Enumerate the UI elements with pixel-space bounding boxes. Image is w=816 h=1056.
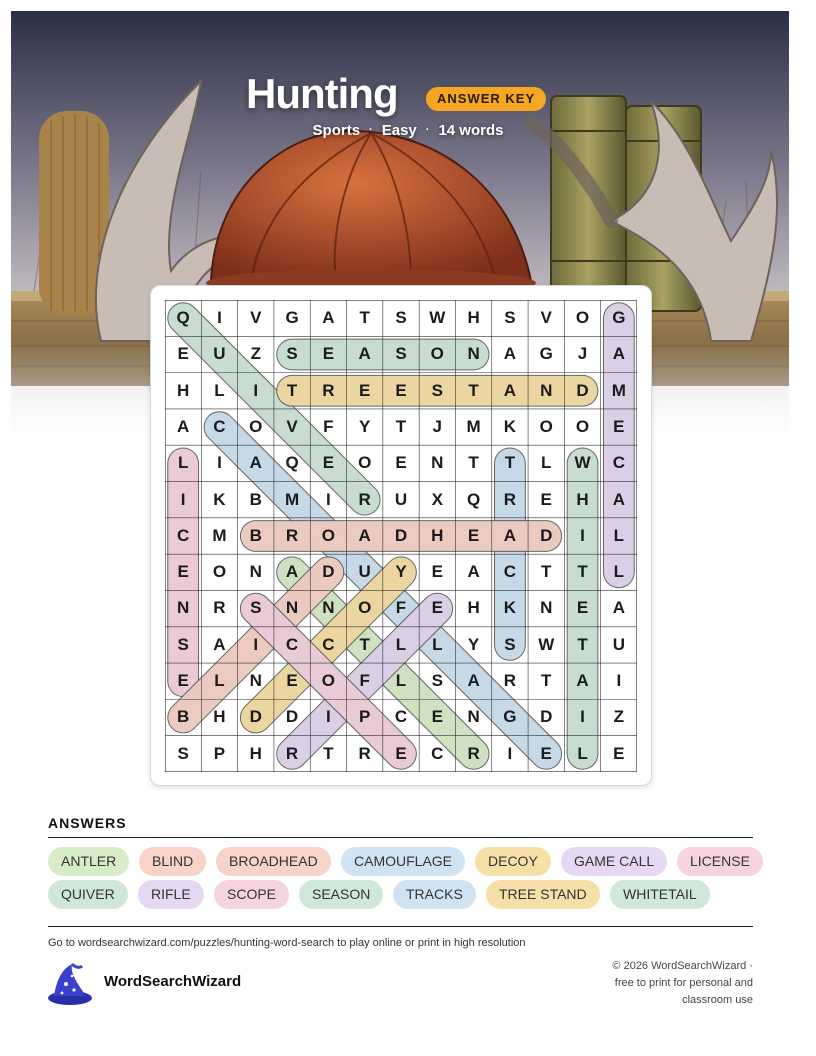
- grid-letter[interactable]: A: [358, 344, 371, 364]
- grid-letter[interactable]: R: [213, 598, 226, 618]
- grid-letter[interactable]: E: [576, 598, 589, 618]
- grid-letter[interactable]: D: [249, 707, 262, 727]
- answer-chip: WHITETAIL: [610, 880, 710, 909]
- grid-letter[interactable]: S: [395, 308, 407, 327]
- grid-letter[interactable]: E: [286, 671, 298, 691]
- grid-letter[interactable]: H: [213, 707, 226, 727]
- grid-letter[interactable]: A: [467, 671, 480, 691]
- grid-letter[interactable]: A: [285, 562, 299, 582]
- grid-letter[interactable]: I: [217, 308, 222, 327]
- grid-letter[interactable]: H: [467, 598, 480, 618]
- grid-letter[interactable]: S: [177, 634, 189, 654]
- answer-chip: CAMOUFLAGE: [341, 847, 465, 876]
- grid-letter[interactable]: A: [358, 525, 371, 545]
- grid-letter[interactable]: R: [503, 489, 517, 509]
- grid-letter[interactable]: J: [577, 344, 588, 364]
- grid-letter[interactable]: E: [322, 453, 335, 473]
- answer-chip: RIFLE: [138, 880, 204, 909]
- grid-letter[interactable]: L: [214, 671, 225, 691]
- grid-letter[interactable]: P: [213, 743, 226, 763]
- grid-letter[interactable]: N: [177, 598, 190, 618]
- grid-letter[interactable]: Z: [613, 707, 625, 727]
- grid-letter[interactable]: E: [395, 743, 407, 763]
- grid-letter[interactable]: O: [430, 344, 444, 364]
- grid-letter[interactable]: U: [213, 344, 226, 364]
- grid-letter[interactable]: V: [250, 308, 262, 327]
- grid-letter[interactable]: C: [394, 707, 408, 727]
- grid-letter[interactable]: I: [507, 743, 513, 763]
- grid-letter[interactable]: S: [431, 671, 443, 691]
- grid-letter[interactable]: E: [177, 671, 189, 691]
- grid-letter[interactable]: M: [611, 380, 626, 400]
- grid-letter[interactable]: A: [249, 453, 262, 473]
- grid-letter[interactable]: T: [577, 634, 588, 654]
- answer-chip: LICENSE: [677, 847, 763, 876]
- grid-letter[interactable]: H: [467, 308, 480, 327]
- grid-letter[interactable]: C: [285, 634, 299, 654]
- puzzle-title: Hunting: [246, 70, 398, 117]
- grid-letter[interactable]: A: [467, 562, 480, 582]
- answer-chip: TREE STAND: [486, 880, 600, 909]
- grid-letter[interactable]: S: [250, 598, 262, 618]
- grid-letter[interactable]: C: [177, 525, 190, 545]
- grid-letter[interactable]: L: [214, 380, 225, 400]
- grid-letter[interactable]: R: [358, 743, 371, 763]
- grid-letter[interactable]: L: [432, 634, 443, 654]
- title-row: [0, 70, 816, 120]
- grid-letter[interactable]: N: [467, 344, 480, 364]
- grid-letter[interactable]: I: [326, 707, 331, 727]
- grid-letter[interactable]: L: [395, 634, 407, 654]
- copyright-line: classroom use: [682, 994, 753, 1006]
- grid-letter[interactable]: D: [576, 380, 589, 400]
- grid-letter[interactable]: U: [358, 562, 371, 582]
- grid-letter[interactable]: T: [504, 453, 516, 473]
- grid-letter[interactable]: G: [612, 308, 626, 327]
- grid-letter[interactable]: I: [217, 453, 222, 473]
- grid-letter[interactable]: R: [322, 380, 335, 400]
- grid-letter[interactable]: J: [432, 416, 443, 436]
- meta-separator: ·: [369, 124, 373, 136]
- grid-letter[interactable]: E: [540, 743, 552, 763]
- grid-letter[interactable]: U: [612, 634, 625, 654]
- grid-letter[interactable]: O: [358, 598, 372, 618]
- grid-letter[interactable]: E: [431, 562, 443, 582]
- grid-letter[interactable]: S: [504, 634, 516, 654]
- grid-letter[interactable]: O: [212, 562, 227, 582]
- grid-letter[interactable]: E: [177, 562, 189, 582]
- difficulty-label: Easy: [381, 122, 417, 139]
- grid-letter[interactable]: D: [394, 525, 408, 545]
- grid-letter[interactable]: E: [395, 380, 407, 400]
- grid-letter[interactable]: H: [177, 380, 190, 400]
- grid-letter[interactable]: T: [577, 562, 588, 582]
- grid-letter[interactable]: A: [177, 416, 190, 436]
- grid-letter[interactable]: L: [177, 453, 189, 473]
- grid-letter[interactable]: C: [322, 634, 335, 654]
- grid-letter[interactable]: L: [577, 743, 588, 763]
- grid-letter[interactable]: T: [359, 634, 370, 654]
- grid-letter[interactable]: A: [503, 344, 517, 364]
- answer-chip: BLIND: [139, 847, 206, 876]
- answer-chip: QUIVER: [48, 880, 128, 909]
- grid-letter[interactable]: S: [395, 344, 407, 364]
- grid-letter[interactable]: N: [467, 707, 480, 727]
- answer-chip: GAME CALL: [561, 847, 667, 876]
- grid-letter[interactable]: O: [249, 416, 263, 436]
- divider: [48, 926, 753, 927]
- puzzle-meta: [0, 122, 816, 139]
- answer-chip: DECOY: [475, 847, 551, 876]
- grid-letter[interactable]: L: [541, 453, 552, 473]
- grid-letter[interactable]: O: [321, 671, 335, 691]
- grid-letter[interactable]: I: [580, 707, 585, 727]
- grid-letter[interactable]: T: [286, 380, 298, 400]
- grid-letter[interactable]: I: [326, 489, 331, 509]
- grid-letter[interactable]: B: [249, 489, 262, 509]
- grid-letter[interactable]: A: [612, 489, 625, 509]
- grid-letter[interactable]: Z: [250, 344, 261, 364]
- grid-letter[interactable]: E: [613, 743, 625, 763]
- grid-letter[interactable]: M: [466, 416, 481, 436]
- grid-letter[interactable]: W: [538, 634, 555, 654]
- grid-letter[interactable]: Q: [176, 308, 190, 327]
- grid-letter[interactable]: M: [212, 525, 227, 545]
- grid-letter[interactable]: Y: [395, 562, 407, 582]
- grid-letter[interactable]: S: [286, 344, 298, 364]
- grid-letter[interactable]: V: [286, 416, 298, 436]
- grid-letter[interactable]: Q: [466, 489, 481, 509]
- grid-letter[interactable]: N: [431, 453, 444, 473]
- grid-letter[interactable]: T: [541, 671, 552, 691]
- answer-chip: SCOPE: [214, 880, 289, 909]
- grid-letter[interactable]: F: [359, 671, 370, 691]
- grid-letter[interactable]: K: [213, 489, 226, 509]
- footer-link-text[interactable]: Go to wordsearchwizard.com/puzzles/hunting-word-search to play online or print in high resolution: [48, 937, 526, 949]
- grid-letter[interactable]: G: [539, 344, 553, 364]
- grid-letter[interactable]: I: [580, 525, 585, 545]
- grid-letter[interactable]: E: [431, 598, 443, 618]
- grid-letter[interactable]: B: [249, 525, 262, 545]
- grid-letter[interactable]: F: [323, 416, 334, 436]
- grid-letter[interactable]: L: [395, 671, 407, 691]
- grid-letter[interactable]: K: [503, 416, 517, 436]
- grid-letter[interactable]: W: [574, 453, 591, 473]
- grid-letter[interactable]: V: [540, 308, 552, 327]
- grid-letter[interactable]: B: [177, 707, 190, 727]
- word-count-label: 14 words: [438, 122, 504, 139]
- grid-letter[interactable]: N: [249, 562, 262, 582]
- grid-letter[interactable]: T: [468, 453, 479, 473]
- category-label: Sports: [312, 122, 361, 139]
- meta-separator: ·: [425, 124, 430, 136]
- grid-letter[interactable]: C: [503, 562, 517, 582]
- grid-letter[interactable]: Y: [467, 634, 480, 654]
- grid-letter[interactable]: A: [612, 344, 625, 364]
- copyright-line: free to print for personal and: [614, 977, 753, 989]
- grid-letter[interactable]: I: [180, 489, 186, 509]
- grid-letter[interactable]: T: [323, 743, 334, 763]
- grid-letter[interactable]: D: [285, 707, 299, 727]
- grid-letter[interactable]: O: [321, 525, 335, 545]
- grid-letter[interactable]: W: [429, 308, 446, 327]
- answer-chip: ANTLER: [48, 847, 129, 876]
- grid-letter[interactable]: A: [576, 671, 589, 691]
- grid-letter[interactable]: L: [613, 525, 625, 545]
- grid-letter[interactable]: M: [284, 489, 300, 509]
- grid-letter[interactable]: H: [431, 525, 444, 545]
- grid-letter[interactable]: D: [540, 525, 553, 545]
- grid-letter[interactable]: E: [395, 453, 407, 473]
- grid-letter[interactable]: O: [358, 453, 372, 473]
- grid-letter[interactable]: S: [431, 380, 443, 400]
- grid-letter[interactable]: K: [503, 598, 517, 618]
- answers-heading: ANSWERS: [48, 815, 127, 831]
- grid-letter[interactable]: C: [213, 416, 226, 436]
- grid-letter[interactable]: Y: [359, 416, 371, 436]
- grid-letter[interactable]: R: [358, 489, 371, 509]
- grid-letter[interactable]: R: [503, 671, 517, 691]
- grid-letter[interactable]: N: [540, 598, 553, 618]
- grid-letter[interactable]: T: [359, 308, 370, 327]
- copyright-line: © 2026 WordSearchWizard ·: [612, 960, 753, 972]
- grid-letter[interactable]: N: [285, 598, 299, 618]
- grid-letter[interactable]: T: [541, 562, 552, 582]
- grid-letter[interactable]: H: [576, 489, 589, 509]
- grid-letter[interactable]: P: [359, 707, 371, 727]
- grid-letter[interactable]: I: [253, 380, 259, 400]
- grid-letter[interactable]: N: [540, 380, 553, 400]
- grid-letter[interactable]: S: [177, 743, 189, 763]
- grid-letter[interactable]: R: [285, 743, 299, 763]
- answer-chip: BROADHEAD: [216, 847, 331, 876]
- grid-letter[interactable]: R: [285, 525, 299, 545]
- grid-letter[interactable]: O: [575, 308, 590, 327]
- grid-letter[interactable]: O: [539, 416, 553, 436]
- answer-chip: SEASON: [299, 880, 383, 909]
- grid-letter[interactable]: U: [394, 489, 408, 509]
- grid-letter[interactable]: R: [467, 743, 480, 763]
- grid-letter[interactable]: E: [431, 707, 443, 727]
- grid-letter[interactable]: E: [540, 489, 552, 509]
- grid-letter[interactable]: O: [575, 416, 590, 436]
- grid-letter[interactable]: E: [467, 525, 480, 545]
- grid-letter[interactable]: X: [431, 489, 443, 509]
- grid-letter[interactable]: G: [285, 308, 299, 327]
- wizard-hat-icon: [46, 962, 94, 1011]
- grid-letter[interactable]: G: [503, 707, 517, 727]
- grid-letter[interactable]: D: [322, 562, 335, 582]
- grid-letter[interactable]: E: [359, 380, 371, 400]
- grid-letter[interactable]: E: [322, 344, 335, 364]
- grid-letter[interactable]: E: [177, 344, 189, 364]
- grid-letter[interactable]: C: [612, 453, 625, 473]
- grid-letter[interactable]: A: [322, 308, 335, 327]
- answer-key-badge: ANSWER KEY: [426, 87, 546, 111]
- grid-letter[interactable]: I: [253, 634, 259, 654]
- grid-letter[interactable]: S: [504, 308, 516, 327]
- grid-letter[interactable]: F: [395, 598, 407, 618]
- letter-grid: [165, 300, 637, 772]
- grid-letter[interactable]: I: [616, 671, 622, 691]
- grid-letter[interactable]: A: [503, 380, 517, 400]
- copyright-notice: [583, 958, 753, 1009]
- grid-letter[interactable]: C: [431, 743, 444, 763]
- grid-letter[interactable]: A: [612, 598, 625, 618]
- grid-letter[interactable]: A: [213, 634, 226, 654]
- grid-letter[interactable]: E: [613, 416, 625, 436]
- grid-letter[interactable]: L: [613, 562, 625, 582]
- grid-letter[interactable]: H: [249, 743, 262, 763]
- puzzle-card: [150, 285, 652, 786]
- grid-letter[interactable]: Q: [285, 453, 299, 473]
- grid-letter[interactable]: T: [395, 416, 407, 436]
- grid-letter[interactable]: N: [322, 598, 335, 618]
- grid-letter[interactable]: D: [540, 707, 553, 727]
- grid-letter[interactable]: A: [503, 525, 517, 545]
- grid-letter[interactable]: N: [249, 671, 262, 691]
- answer-chip: TRACKS: [393, 880, 476, 909]
- brand-name: WordSearchWizard: [104, 973, 242, 990]
- grid-letter[interactable]: T: [468, 380, 479, 400]
- divider: [48, 837, 753, 838]
